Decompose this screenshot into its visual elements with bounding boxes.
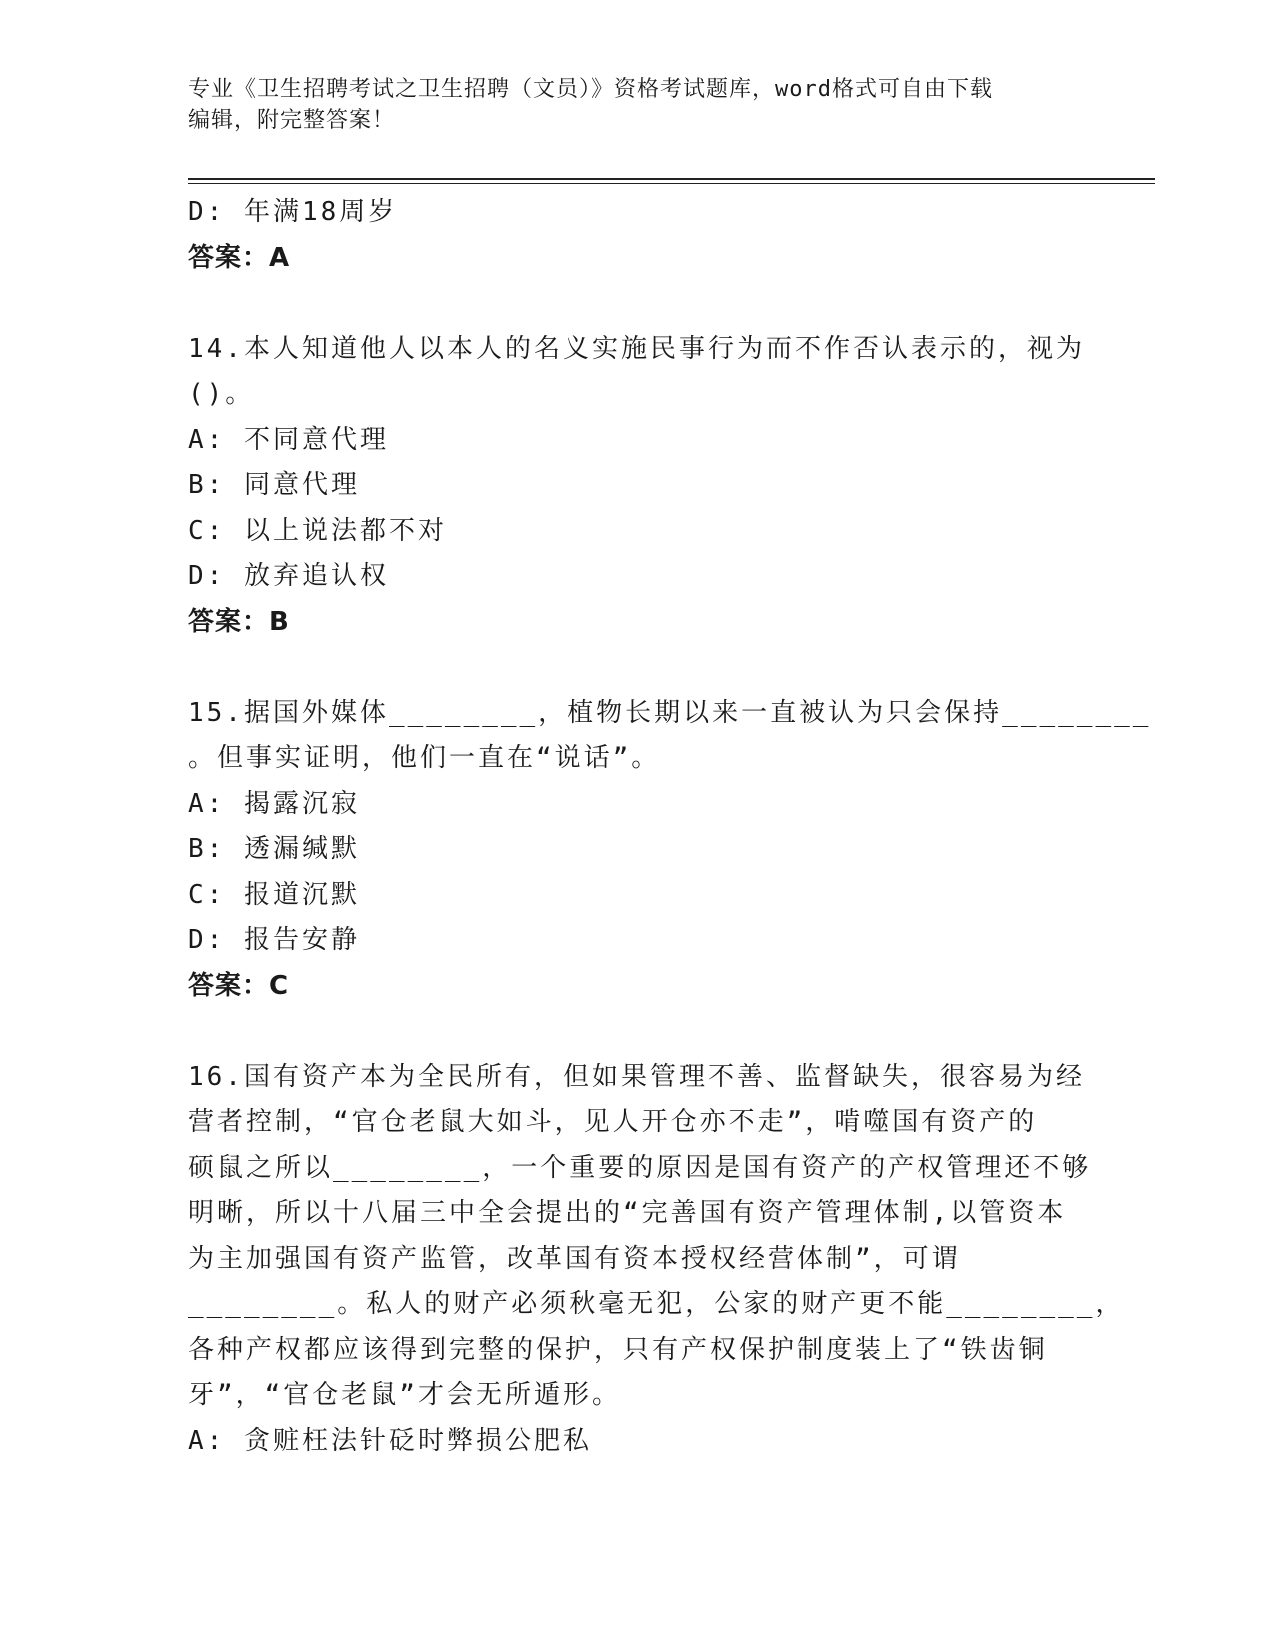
question-text-line: 为主加强国有资产监管，改革国有资本授权经营体制”，可谓 [188, 1243, 961, 1274]
question-14 [188, 327, 1085, 646]
option-c: C: 报道沉默 [188, 879, 360, 910]
question-text-line: 14.本人知道他人以本人的名义实施民事行为而不作否认表示的，视为 [188, 333, 1085, 364]
question-text-line: 营者控制，“官仓老鼠大如斗，见人开仓亦不走”，啃噬国有资产的 [188, 1107, 1038, 1137]
answer-label: 答案：B [188, 606, 290, 637]
spacer [188, 1009, 1078, 1055]
spacer [188, 281, 1078, 327]
option-d: D: 报告安静 [188, 925, 360, 955]
question-text-line: 明晰，所以十八届三中全会提出的“完善国有资产管理体制,以管资本 [188, 1198, 1067, 1228]
option-a: A: 不同意代理 [188, 424, 389, 455]
option-a: A: 揭露沉寂 [188, 788, 360, 819]
option-b: B: 透漏缄默 [188, 834, 360, 864]
answer-label: 答案：C [188, 970, 290, 1001]
question-text-line: 硕鼠之所以________，一个重要的原因是国有资产的产权管理还不够 [188, 1152, 1092, 1183]
question-text-line: ________。私人的财产必须秋毫无犯，公家的财产更不能________， [188, 1289, 1125, 1319]
option-d: D: 年满18周岁 [188, 197, 398, 227]
spacer [188, 645, 1078, 691]
question-text-line: ()。 [188, 379, 255, 409]
question-text-line: 。但事实证明，他们一直在“说话”。 [188, 743, 661, 773]
answer-label: 答案：A [188, 242, 291, 273]
header-divider [188, 178, 1155, 184]
header-line-1: 专业《卫生招聘考试之卫生招聘（文员）》资格考试题库，word格式可自由下载 [188, 77, 993, 102]
header-line-2: 编辑，附完整答案！ [188, 108, 396, 133]
question-content [188, 190, 1152, 1464]
question-text-line: 15.据国外媒体________，植物长期以来一直被认为只会保持________ [188, 697, 1152, 728]
page-header [188, 74, 1088, 136]
question-text-line: 牙”，“官仓老鼠”才会无所遁形。 [188, 1380, 621, 1410]
option-a: A: 贪赃枉法针砭时弊损公肥私 [188, 1425, 592, 1456]
question-text-line: 16.国有资产本为全民所有，但如果管理不善、监督缺失，很容易为经 [188, 1061, 1085, 1092]
question-16 [188, 1055, 1125, 1465]
question-13-tail [188, 190, 1078, 281]
option-b: B: 同意代理 [188, 470, 360, 500]
question-15 [188, 691, 1152, 1010]
option-d: D: 放弃追认权 [188, 561, 389, 591]
option-c: C: 以上说法都不对 [188, 515, 447, 546]
question-text-line: 各种产权都应该得到完整的保护，只有产权保护制度装上了“铁齿铜 [188, 1334, 1048, 1365]
